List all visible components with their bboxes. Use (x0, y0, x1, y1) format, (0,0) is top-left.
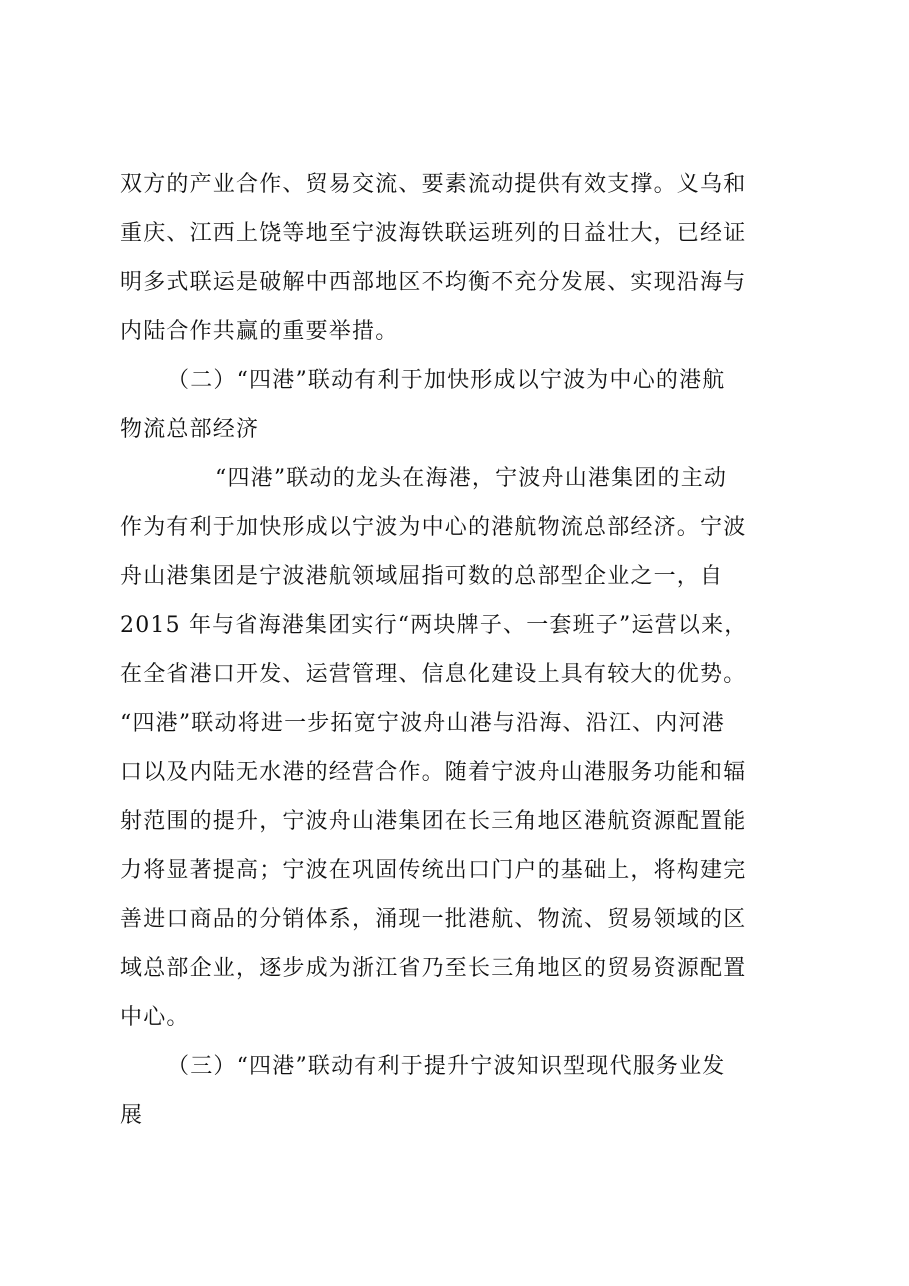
paragraph-line: 中心。 (120, 1005, 190, 1030)
paragraph-line: 善进口商品的分销体系，涌现一批港航、物流、贸易领域的区 (120, 907, 747, 932)
section-heading-line: 展 (120, 1103, 144, 1128)
paragraph-line: “四港”联动将进一步拓宽宁波舟山港与沿海、沿江、内河港 (120, 711, 725, 736)
paragraph-line: 双方的产业合作、贸易交流、要素流动提供有效支撑。义乌和 (120, 172, 747, 197)
paragraph-line: 明多式联运是破解中西部地区不均衡不充分发展、实现沿海与 (120, 270, 747, 295)
paragraph-line: 重庆、江西上饶等地至宁波海铁联运班列的日益壮大，已经证 (120, 221, 747, 246)
paragraph-line: 舟山港集团是宁波港航领域屈指可数的总部型企业之一，自 (120, 564, 724, 589)
paragraph-line: 域总部企业，逐步成为浙江省乃至长三角地区的贸易资源配置 (120, 956, 747, 981)
paragraph-line: 在全省港口开发、运营管理、信息化建设上具有较大的优势。 (120, 662, 747, 687)
paragraph-line: 2015 年与省海港集团实行“两块牌子、一套班子”运营以来， (120, 613, 748, 638)
paragraph-line: 作为有利于加快形成以宁波为中心的港航物流总部经济。宁波 (120, 515, 747, 540)
section-heading-line: （二）“四港”联动有利于加快形成以宁波为中心的港航 (167, 368, 726, 393)
section-heading-line: 物流总部经济 (120, 417, 260, 442)
paragraph-line: “四港”联动的龙头在海港，宁波舟山港集团的主动 (215, 466, 728, 491)
paragraph-line: 射范围的提升，宁波舟山港集团在长三角地区港航资源配置能 (120, 809, 747, 834)
section-heading-line: （三）“四港”联动有利于提升宁波知识型现代服务业发 (167, 1054, 726, 1079)
paragraph-line: 力将显著提高；宁波在巩固传统出口门户的基础上，将构建完 (120, 858, 747, 883)
paragraph-line: 口以及内陆无水港的经营合作。随着宁波舟山港服务功能和辐 (120, 760, 747, 785)
paragraph-line: 内陆合作共赢的重要举措。 (120, 319, 399, 344)
